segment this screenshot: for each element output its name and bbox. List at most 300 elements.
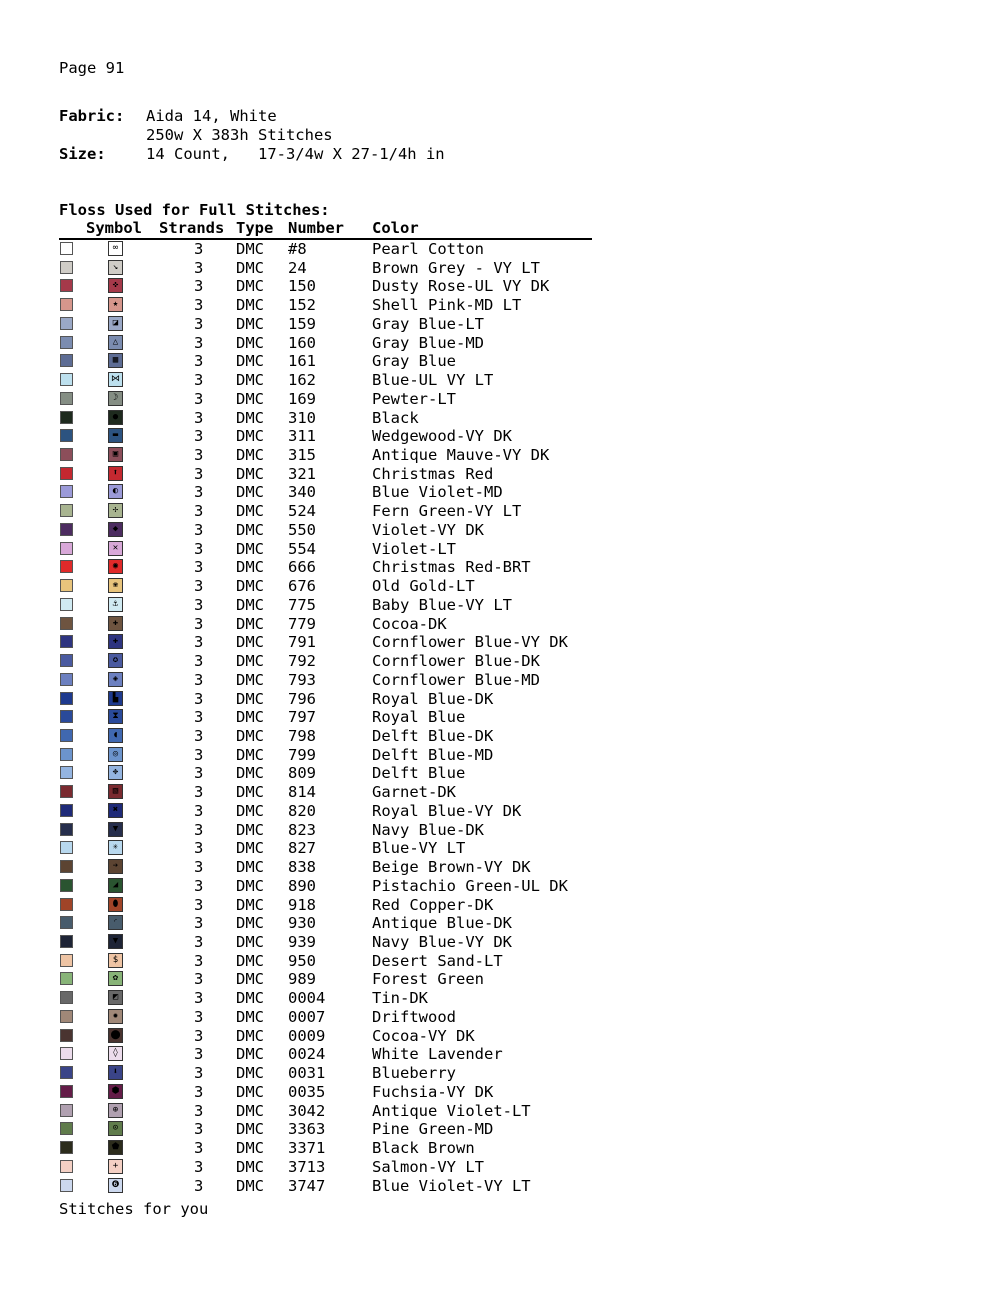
number-cell: 676 <box>288 577 316 596</box>
stitch-symbol-icon: ◈ <box>108 672 123 687</box>
fabric-label: Fabric: <box>59 107 125 125</box>
color-name-cell: Blue Violet-MD <box>372 483 503 502</box>
number-cell: 550 <box>288 520 316 539</box>
color-swatch <box>60 654 73 667</box>
type-cell: DMC <box>236 652 264 671</box>
strands-cell: 3 <box>194 820 204 839</box>
stitch-symbol-icon: ◆ <box>108 522 123 537</box>
type-cell: DMC <box>236 446 264 465</box>
type-cell: DMC <box>236 558 264 577</box>
strands-cell: 3 <box>194 296 204 315</box>
stitch-symbol-icon: ◊ <box>108 1046 123 1061</box>
floss-row <box>0 839 620 857</box>
strands-cell: 3 <box>194 839 204 858</box>
number-cell: 890 <box>288 876 316 895</box>
stitch-symbol-icon: ● <box>108 410 123 425</box>
strands-cell: 3 <box>194 801 204 820</box>
color-swatch <box>60 860 73 873</box>
strands-cell: 3 <box>194 745 204 764</box>
color-name-cell: Delft Blue <box>372 764 466 783</box>
strands-cell: 3 <box>194 1157 204 1176</box>
type-cell: DMC <box>236 745 264 764</box>
color-swatch <box>60 1085 73 1098</box>
type-cell: DMC <box>236 783 264 802</box>
color-swatch <box>60 411 73 424</box>
type-cell: DMC <box>236 1176 264 1195</box>
stitch-symbol-icon: ▦ <box>108 353 123 368</box>
color-name-cell: Dusty Rose-UL VY DK <box>372 277 550 296</box>
color-name-cell: Gray Blue-MD <box>372 333 484 352</box>
color-name-cell: Black <box>372 408 419 427</box>
color-swatch <box>60 504 73 517</box>
color-name-cell: Navy Blue-DK <box>372 820 484 839</box>
type-cell: DMC <box>236 1007 264 1026</box>
number-cell: 799 <box>288 745 316 764</box>
type-cell: DMC <box>236 633 264 652</box>
strands-cell: 3 <box>194 446 204 465</box>
strands-cell: 3 <box>194 577 204 596</box>
color-name-cell: Royal Blue-DK <box>372 689 494 708</box>
stitch-symbol-icon: ✹ <box>108 1009 123 1024</box>
color-name-cell: Antique Blue-DK <box>372 914 512 933</box>
strands-cell: 3 <box>194 389 204 408</box>
color-swatch <box>60 1066 73 1079</box>
floss-row <box>0 596 620 614</box>
color-swatch <box>60 823 73 836</box>
strands-cell: 3 <box>194 558 204 577</box>
stitch-symbol-icon: ⚓ <box>108 597 123 612</box>
number-cell: 918 <box>288 895 316 914</box>
stitch-symbol-icon: ▬ <box>108 428 123 443</box>
color-swatch <box>60 336 73 349</box>
color-swatch <box>60 991 73 1004</box>
stitch-symbol-icon: ⬢ <box>108 1084 123 1099</box>
type-cell: DMC <box>236 539 264 558</box>
type-cell: DMC <box>236 389 264 408</box>
number-cell: 340 <box>288 483 316 502</box>
section-title: Floss Used for Full Stitches: <box>59 201 330 219</box>
color-swatch <box>60 935 73 948</box>
color-swatch <box>60 354 73 367</box>
strands-cell: 3 <box>194 483 204 502</box>
color-swatch <box>60 598 73 611</box>
color-name-cell: Wedgewood-VY DK <box>372 427 512 446</box>
type-cell: DMC <box>236 614 264 633</box>
type-cell: DMC <box>236 933 264 951</box>
stitch-symbol-icon: ◢ <box>108 878 123 893</box>
strands-cell: 3 <box>194 1082 204 1101</box>
stitch-symbol-icon: ▙ <box>108 691 123 706</box>
color-swatch <box>60 560 73 573</box>
strands-cell: 3 <box>194 1139 204 1158</box>
color-name-cell: Navy Blue-VY DK <box>372 933 512 951</box>
header-type: Type <box>236 219 274 237</box>
stitch-symbol-icon: ∞ <box>108 241 123 256</box>
color-name-cell: Antique Mauve-VY DK <box>372 446 550 465</box>
floss-row <box>0 652 620 670</box>
color-name-cell: Gray Blue <box>372 352 456 371</box>
stitch-symbol-icon: ⧗ <box>108 709 123 724</box>
type-cell: DMC <box>236 277 264 296</box>
number-cell: 3042 <box>288 1101 326 1120</box>
color-name-cell: Antique Violet-LT <box>372 1101 531 1120</box>
number-cell: 152 <box>288 296 316 315</box>
floss-row <box>0 1027 620 1045</box>
stitch-symbol-icon: ❻ <box>108 1178 123 1193</box>
type-cell: DMC <box>236 595 264 614</box>
number-cell: 3747 <box>288 1176 326 1195</box>
fabric-value: Aida 14, White <box>146 107 277 125</box>
floss-row <box>0 296 620 314</box>
stitch-symbol-icon: ◩ <box>108 990 123 1005</box>
stitch-symbol-icon: ✚ <box>108 616 123 631</box>
type-cell: DMC <box>236 296 264 315</box>
floss-row <box>0 1120 620 1138</box>
number-cell: 793 <box>288 670 316 689</box>
color-swatch <box>60 879 73 892</box>
stitch-symbol-icon: ◖ <box>108 728 123 743</box>
floss-row <box>0 933 620 951</box>
type-cell: DMC <box>236 333 264 352</box>
stitch-symbol-icon: $ <box>108 953 123 968</box>
number-cell: #8 <box>288 240 307 258</box>
floss-row <box>0 1008 620 1026</box>
type-cell: DMC <box>236 314 264 333</box>
floss-row <box>0 952 620 970</box>
strands-cell: 3 <box>194 408 204 427</box>
stitch-symbol-icon: △ <box>108 335 123 350</box>
number-cell: 554 <box>288 539 316 558</box>
color-swatch <box>60 1179 73 1192</box>
number-cell: 792 <box>288 652 316 671</box>
stitch-symbol-icon: ✜ <box>108 278 123 293</box>
stitch-symbol-icon: ❀ <box>108 578 123 593</box>
color-name-cell: Garnet-DK <box>372 783 456 802</box>
floss-row <box>0 615 620 633</box>
floss-row <box>0 1045 620 1063</box>
type-cell: DMC <box>236 1120 264 1139</box>
header-color: Color <box>372 219 419 237</box>
strands-cell: 3 <box>194 933 204 951</box>
type-cell: DMC <box>236 1045 264 1064</box>
floss-row <box>0 240 620 258</box>
stitch-symbol-icon: ✚ <box>108 634 123 649</box>
type-cell: DMC <box>236 876 264 895</box>
color-name-cell: Blue-UL VY LT <box>372 371 494 390</box>
number-cell: 162 <box>288 371 316 390</box>
strands-cell: 3 <box>194 595 204 614</box>
number-cell: 950 <box>288 951 316 970</box>
floss-row <box>0 1102 620 1120</box>
type-cell: DMC <box>236 258 264 277</box>
type-cell: DMC <box>236 1064 264 1083</box>
number-cell: 798 <box>288 726 316 745</box>
color-name-cell: Royal Blue <box>372 708 466 727</box>
strands-cell: 3 <box>194 895 204 914</box>
number-cell: 24 <box>288 258 307 277</box>
color-swatch <box>60 448 73 461</box>
strands-cell: 3 <box>194 240 204 258</box>
strands-cell: 3 <box>194 652 204 671</box>
floss-row <box>0 877 620 895</box>
stitch-symbol-icon: ⊕ <box>108 1103 123 1118</box>
floss-row <box>0 427 620 445</box>
type-cell: DMC <box>236 970 264 989</box>
number-cell: 311 <box>288 427 316 446</box>
color-name-cell: Pine Green-MD <box>372 1120 494 1139</box>
color-name-cell: Cornflower Blue-VY DK <box>372 633 568 652</box>
number-cell: 150 <box>288 277 316 296</box>
strands-cell: 3 <box>194 951 204 970</box>
color-swatch <box>60 785 73 798</box>
floss-row <box>0 483 620 501</box>
size-value: 14 Count, 17-3/4w X 27-1/4h in <box>146 145 445 163</box>
size-label: Size: <box>59 145 106 163</box>
stitch-symbol-icon: ◉ <box>108 559 123 574</box>
stitch-symbol-icon: ⊙ <box>108 1121 123 1136</box>
floss-row <box>0 914 620 932</box>
color-swatch <box>60 261 73 274</box>
stitch-symbol-icon: ★ <box>108 297 123 312</box>
type-cell: DMC <box>236 483 264 502</box>
color-name-cell: Beige Brown-VY DK <box>372 858 531 877</box>
number-cell: 3363 <box>288 1120 326 1139</box>
type-cell: DMC <box>236 1139 264 1158</box>
type-cell: DMC <box>236 371 264 390</box>
number-cell: 0007 <box>288 1007 326 1026</box>
color-name-cell: Violet-VY DK <box>372 520 484 539</box>
number-cell: 838 <box>288 858 316 877</box>
color-swatch <box>60 579 73 592</box>
strands-cell: 3 <box>194 427 204 446</box>
type-cell: DMC <box>236 1157 264 1176</box>
floss-row <box>0 558 620 576</box>
floss-row <box>0 334 620 352</box>
number-cell: 3713 <box>288 1157 326 1176</box>
stitch-symbol-icon: ▼ <box>108 934 123 949</box>
number-cell: 827 <box>288 839 316 858</box>
type-cell: DMC <box>236 914 264 933</box>
stitch-symbol-icon: ✢ <box>108 503 123 518</box>
color-swatch <box>60 1104 73 1117</box>
color-name-cell: Blue Violet-VY LT <box>372 1176 531 1195</box>
type-cell: DMC <box>236 520 264 539</box>
color-swatch <box>60 392 73 405</box>
color-swatch <box>60 242 73 255</box>
type-cell: DMC <box>236 839 264 858</box>
color-swatch <box>60 841 73 854</box>
type-cell: DMC <box>236 951 264 970</box>
color-name-cell: Black Brown <box>372 1139 475 1158</box>
color-name-cell: Forest Green <box>372 970 484 989</box>
floss-row <box>0 502 620 520</box>
floss-row <box>0 783 620 801</box>
number-cell: 310 <box>288 408 316 427</box>
stitch-symbol-icon: ☽ <box>108 391 123 406</box>
stitch-symbol-icon: ⬆ <box>108 466 123 481</box>
type-cell: DMC <box>236 708 264 727</box>
stitch-symbol-icon: ◎ <box>108 747 123 762</box>
strands-cell: 3 <box>194 970 204 989</box>
color-name-cell: Tin-DK <box>372 989 428 1008</box>
number-cell: 3371 <box>288 1139 326 1158</box>
color-swatch <box>60 1160 73 1173</box>
floss-row <box>0 1064 620 1082</box>
color-name-cell: Christmas Red <box>372 464 494 483</box>
strands-cell: 3 <box>194 1120 204 1139</box>
stitch-count: 250w X 383h Stitches <box>146 126 333 144</box>
color-swatch <box>60 692 73 705</box>
color-swatch <box>60 429 73 442</box>
strands-cell: 3 <box>194 689 204 708</box>
stitch-symbol-icon: ↘ <box>108 260 123 275</box>
color-swatch <box>60 373 73 386</box>
type-cell: DMC <box>236 689 264 708</box>
strands-cell: 3 <box>194 708 204 727</box>
type-cell: DMC <box>236 895 264 914</box>
floss-row <box>0 521 620 539</box>
stitch-symbol-icon: ⬇ <box>108 1065 123 1080</box>
strands-cell: 3 <box>194 670 204 689</box>
floss-row <box>0 708 620 726</box>
color-swatch <box>60 766 73 779</box>
number-cell: 814 <box>288 783 316 802</box>
floss-row <box>0 727 620 745</box>
floss-row <box>0 671 620 689</box>
color-name-cell: Shell Pink-MD LT <box>372 296 522 315</box>
number-cell: 0004 <box>288 989 326 1008</box>
type-cell: DMC <box>236 989 264 1008</box>
color-name-cell: Desert Sand-LT <box>372 951 503 970</box>
stitch-symbol-icon: ◪ <box>108 316 123 331</box>
floss-row <box>0 970 620 988</box>
color-swatch <box>60 710 73 723</box>
stitch-symbol-icon: ⬤ <box>108 1028 123 1043</box>
color-swatch <box>60 748 73 761</box>
color-name-cell: Fuchsia-VY DK <box>372 1082 494 1101</box>
stitch-symbol-icon: ⬟ <box>108 1140 123 1155</box>
strands-cell: 3 <box>194 633 204 652</box>
strands-cell: 3 <box>194 464 204 483</box>
strands-cell: 3 <box>194 764 204 783</box>
color-name-cell: Blue-VY LT <box>372 839 466 858</box>
color-swatch <box>60 673 73 686</box>
color-name-cell: Brown Grey - VY LT <box>372 258 540 277</box>
stitch-symbol-icon: ✥ <box>108 765 123 780</box>
color-name-cell: Christmas Red-BRT <box>372 558 531 577</box>
floss-row <box>0 633 620 651</box>
number-cell: 796 <box>288 689 316 708</box>
color-swatch <box>60 1010 73 1023</box>
number-cell: 169 <box>288 389 316 408</box>
color-name-cell: Delft Blue-MD <box>372 745 494 764</box>
floss-row <box>0 1139 620 1157</box>
strands-cell: 3 <box>194 371 204 390</box>
strands-cell: 3 <box>194 314 204 333</box>
strands-cell: 3 <box>194 858 204 877</box>
floss-row <box>0 802 620 820</box>
color-swatch <box>60 298 73 311</box>
floss-row <box>0 259 620 277</box>
color-swatch <box>60 617 73 630</box>
stitch-symbol-icon: ✪ <box>108 653 123 668</box>
color-name-cell: Red Copper-DK <box>372 895 494 914</box>
floss-row <box>0 989 620 1007</box>
number-cell: 524 <box>288 502 316 521</box>
header-number: Number <box>288 219 344 237</box>
number-cell: 939 <box>288 933 316 951</box>
header-strands: Strands <box>159 219 225 237</box>
color-name-cell: Violet-LT <box>372 539 456 558</box>
color-name-cell: Salmon-VY LT <box>372 1157 484 1176</box>
color-name-cell: Driftwood <box>372 1007 456 1026</box>
strands-cell: 3 <box>194 1064 204 1083</box>
stitch-symbol-icon: ✿ <box>108 971 123 986</box>
stitch-symbol-icon: ◐ <box>108 484 123 499</box>
type-cell: DMC <box>236 670 264 689</box>
color-name-cell: Blueberry <box>372 1064 456 1083</box>
color-name-cell: Delft Blue-DK <box>372 726 494 745</box>
strands-cell: 3 <box>194 258 204 277</box>
number-cell: 321 <box>288 464 316 483</box>
floss-row <box>0 764 620 782</box>
color-swatch <box>60 279 73 292</box>
strands-cell: 3 <box>194 502 204 521</box>
floss-row <box>0 1158 620 1176</box>
number-cell: 159 <box>288 314 316 333</box>
color-swatch <box>60 898 73 911</box>
number-cell: 779 <box>288 614 316 633</box>
floss-row <box>0 465 620 483</box>
number-cell: 0009 <box>288 1026 326 1045</box>
strands-cell: 3 <box>194 277 204 296</box>
footer-text: Stitches for you <box>59 1200 209 1218</box>
floss-row <box>0 821 620 839</box>
strands-cell: 3 <box>194 876 204 895</box>
floss-row <box>0 577 620 595</box>
stitch-symbol-icon: + <box>108 1159 123 1174</box>
number-cell: 666 <box>288 558 316 577</box>
color-name-cell: White Lavender <box>372 1045 503 1064</box>
color-swatch <box>60 954 73 967</box>
color-swatch <box>60 729 73 742</box>
strands-cell: 3 <box>194 989 204 1008</box>
color-swatch <box>60 635 73 648</box>
type-cell: DMC <box>236 1082 264 1101</box>
color-swatch <box>60 1047 73 1060</box>
stitch-symbol-icon: ◜ <box>108 915 123 930</box>
strands-cell: 3 <box>194 914 204 933</box>
page-label: Page 91 <box>59 59 125 77</box>
color-swatch <box>60 916 73 929</box>
type-cell: DMC <box>236 408 264 427</box>
strands-cell: 3 <box>194 520 204 539</box>
floss-row <box>0 1177 620 1195</box>
color-swatch <box>60 542 73 555</box>
type-cell: DMC <box>236 801 264 820</box>
floss-row <box>0 858 620 876</box>
color-name-cell: Gray Blue-LT <box>372 314 484 333</box>
number-cell: 315 <box>288 446 316 465</box>
type-cell: DMC <box>236 464 264 483</box>
number-cell: 989 <box>288 970 316 989</box>
color-name-cell: Cornflower Blue-MD <box>372 670 540 689</box>
floss-row <box>0 390 620 408</box>
color-swatch <box>60 317 73 330</box>
stitch-symbol-icon: ⬮ <box>108 897 123 912</box>
stitch-symbol-icon: ▧ <box>108 784 123 799</box>
type-cell: DMC <box>236 577 264 596</box>
